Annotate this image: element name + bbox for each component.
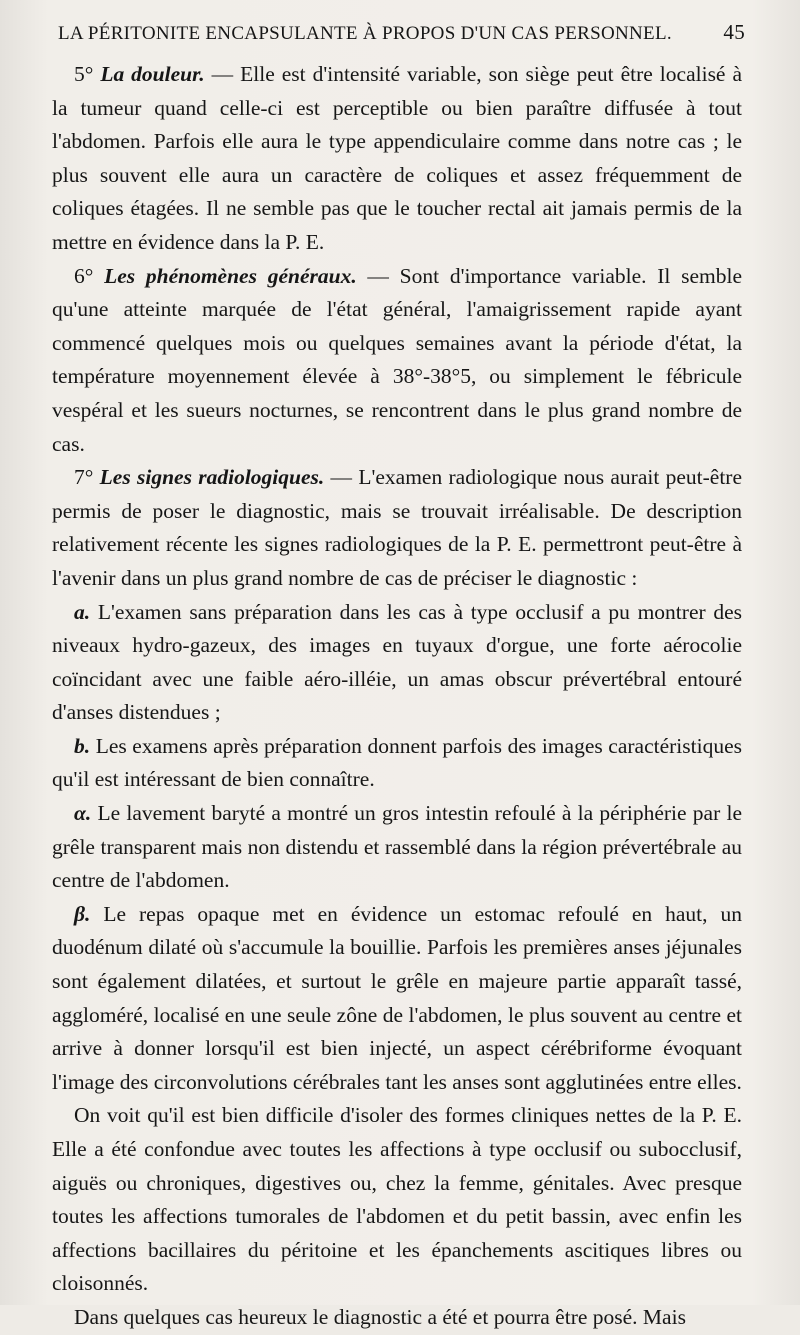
section-heading: La douleur. [100,62,205,86]
running-header [58,20,745,45]
paragraph-text: Le lavement baryté a montré un gros intestin refoulé à la périphérie par le grêle transparent mais non distendu et rassemblé dans la région prévertébrale au centre de l'abdomen. [52,801,742,893]
list-marker: b. [74,733,91,758]
paragraph-text: Les examens après préparation donnent parfois des images caractéristiques qu'il est intéressant de bien connaître. [52,733,742,792]
paragraph-douleur [52,58,742,260]
item-number: 6° [74,263,105,288]
paragraph-text: — Sont d'importance variable. Il semble qu'une atteinte marquée de l'état général, l'amaigrissement rapide ayant commencé quelques mois ou quelques semaines avant la période d'état, la température moyennement élevée à 38°-38°5, ou simplement le fébricule vespéral et les sueurs nocturnes, se rencontrent dans le plus grand nombre de cas. [52,263,742,456]
paragraph-text: — L'examen radiologique nous aurait peut-être permis de poser le diagnostic, mais se trouvait irréalisable. De description relativement récente les signes radiologiques de la P. E. permettront peut-être à l'avenir dans un plus grand nombre de cas de préciser le diagnostic : [52,465,742,590]
item-number: 7° [74,465,100,490]
paragraph-text: Dans quelques cas heureux le diagnostic a été et pourra être posé. Mais [74,1304,686,1329]
paragraph-alpha [52,797,742,898]
paragraph-text: On voit qu'il est bien difficile d'isoler des formes cliniques nettes de la P. E. Elle a été confondue avec toutes les affections à type occlusif ou subocclusif, aiguës ou chroniques, digestives ou, chez la femme, génitales. Avec presque toutes les affections tumorales de l'abdomen et du petit bassin, avec enfin les affections bacillaires du péritoine et les épanchements ascitiques libres ou cloisonnés. [52,1103,742,1296]
paragraph-diagnostic [52,1301,742,1335]
list-marker: α. [74,801,92,826]
page-number: 45 [723,20,745,44]
paragraph-text: L'examen sans préparation dans les cas à type occlusif a pu montrer des niveaux hydro-gazeux, des images en tuyaux d'orgue, une forte aérocolie coïncidant avec une faible aéro-illéie, un amas obscur prévertébral entouré d'anses distendues ; [52,599,742,725]
page-body [52,58,742,1335]
paragraph-b [52,730,742,797]
section-heading: Les phénomènes généraux. [104,263,357,288]
paragraph-text: Le repas opaque met en évidence un estomac refoulé en haut, un duodénum dilaté où s'accumule la bouillie. Parfois les premières anses jéjunales sont également dilatées, et surtout le grêle en majeure partie apparaît tassé, aggloméré, localisé en une seule zône de l'abdomen, le plus souvent au centre et arrive à donner lorsqu'il est bien injecté, un aspect cérébriforme évoquant l'image des circonvolutions cérébrales tant les anses sont agglutinées entre elles. [52,901,742,1094]
running-title: LA PÉRITONITE ENCAPSULANTE À PROPOS D'UN CAS PERSONNEL. [58,23,672,44]
paragraph-beta [52,898,742,1100]
list-marker: a. [74,599,91,624]
item-number: 5° [74,62,101,86]
section-heading: Les signes radiologiques. [99,465,325,490]
paragraph-signes [52,461,742,595]
paragraph-text: — Elle est d'intensité variable, son siège peut être localisé à la tumeur quand celle-ci est perceptible ou bien paraître diffusée à tout l'abdomen. Parfois elle aura le type appendiculaire comme dans notre cas ; le plus souvent elle aura un caractère de coliques et assez fréquemment de coliques étagées. Il ne semble pas que le toucher rectal ait jamais permis de la mettre en évidence dans la P. E. [52,62,742,254]
paragraph-phenomenes [52,260,742,462]
paragraph-formes-cliniques [52,1099,742,1301]
paragraph-a [52,596,742,730]
list-marker: β. [74,901,91,926]
